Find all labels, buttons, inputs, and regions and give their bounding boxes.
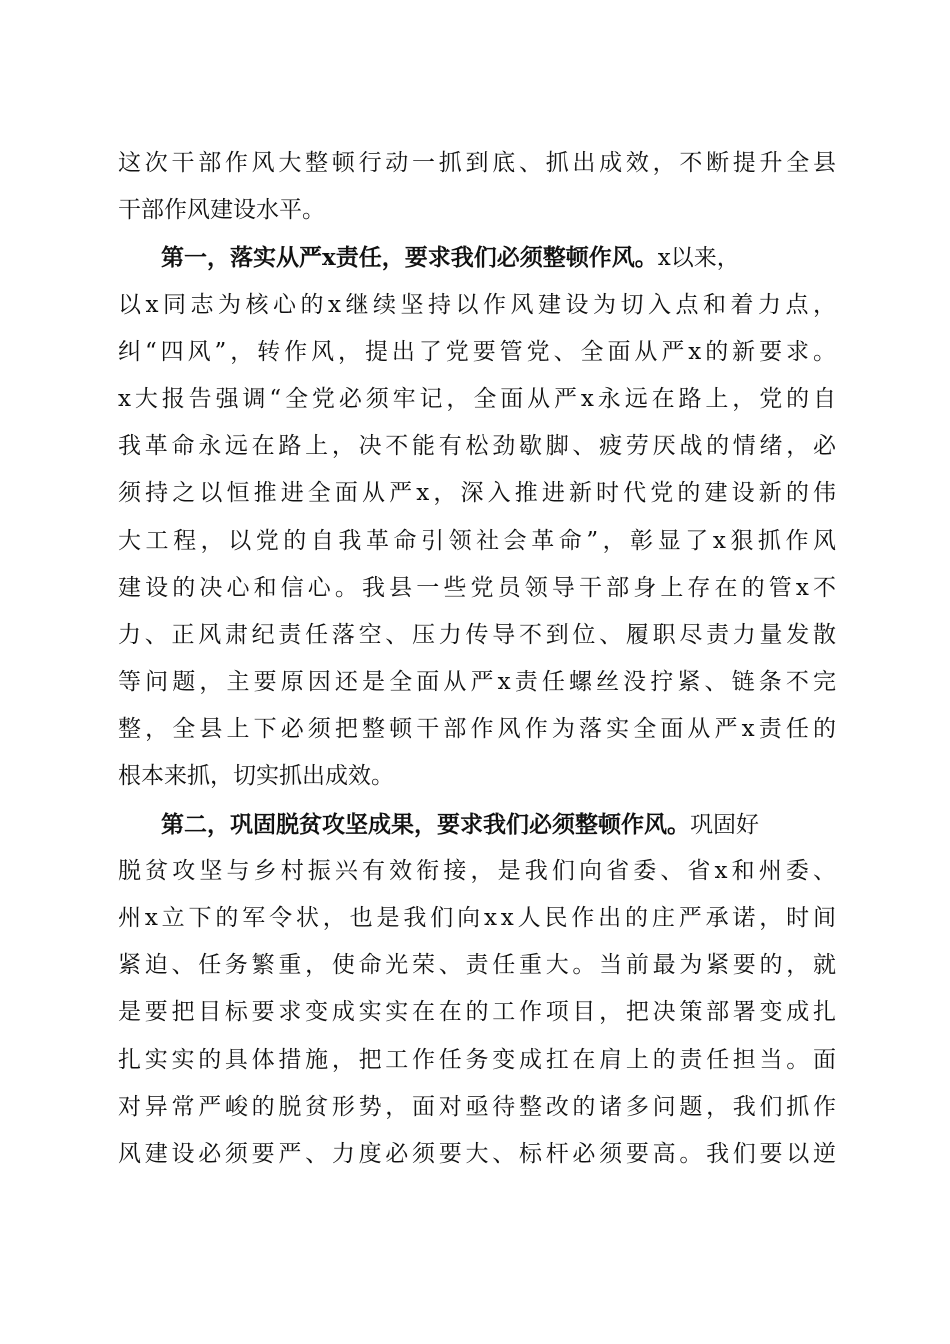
line-text: 是要把目标要求变成实实在在的工作项目，把决策部署变成扎	[118, 999, 840, 1026]
text-line	[118, 518, 841, 565]
line-text: 须持之以恒推进全面从严x，深入推进新时代党的建设新的伟	[118, 480, 841, 507]
text-line	[118, 942, 840, 989]
line-text: 州x立下的军令状，也是我们向xx人民作出的庄严承诺，时间	[118, 905, 840, 931]
paragraph-lead-line	[118, 801, 836, 848]
text-line	[118, 753, 836, 800]
text-line	[118, 376, 840, 423]
text-line	[118, 329, 840, 376]
line-text: 大工程，以党的自我革命引领社会革命”，彰显了x狠抓作风	[118, 527, 841, 554]
line-text: 脱贫攻坚与乡村振兴有效衔接，是我们向省委、省x和州委、	[118, 857, 841, 884]
line-text: 建设的决心和信心。我县一些党员领导干部身上存在的管x不	[118, 574, 841, 601]
text-line	[118, 659, 841, 706]
line-text: 这次干部作风大整顿行动一抓到底、抓出成效，不断提升全县	[118, 150, 840, 176]
document-body	[118, 140, 841, 1178]
line-text: 以x同志为核心的x继续坚持以作风建设为切入点和着力点，	[118, 291, 841, 318]
text-line	[118, 1037, 840, 1084]
text-line	[118, 848, 841, 895]
line-text: 扎实实的具体措施，把工作任务变成扛在肩上的责任担当。面	[118, 1046, 840, 1073]
text-line	[118, 706, 841, 753]
text-line	[118, 612, 840, 659]
paragraph-lead-line	[118, 234, 836, 281]
line-text: 风建设必须要严、力度必须要大、标杆必须要高。我们要以逆	[118, 1140, 840, 1167]
text-line	[118, 1131, 840, 1178]
line-text: 纠“四风”，转作风，提出了党要管党、全面从严x的新要求。	[118, 338, 840, 365]
text-line	[118, 140, 840, 187]
text-line	[118, 895, 840, 942]
line-text: x大报告强调“全党必须牢记，全面从严x永远在路上，党的自	[118, 385, 840, 412]
line-text: 力、正风肃纪责任落空、压力传导不到位、履职尽责力量发散	[118, 621, 840, 648]
line-text: 根本来抓，切实抓出成效。	[118, 763, 394, 790]
line-text: 我革命永远在路上，决不能有松劲歇脚、疲劳厌战的情绪，必	[118, 433, 840, 460]
text-line	[118, 423, 840, 470]
line-text: x以来，	[657, 245, 740, 272]
text-line	[118, 565, 841, 612]
text-line	[118, 187, 836, 234]
line-text: 整，全县上下必须把整顿干部作风作为落实全面从严x责任的	[118, 716, 841, 743]
text-line	[118, 470, 841, 517]
text-line	[118, 282, 841, 329]
line-text: 紧迫、任务繁重，使命光荣、责任重大。当前最为紧要的，就	[118, 952, 840, 979]
line-text: 巩固好	[690, 811, 759, 838]
line-text: 对异常严峻的脱贫形势，面对亟待整改的诸多问题，我们抓作	[118, 1093, 840, 1120]
text-line	[118, 1084, 840, 1131]
text-line	[118, 989, 840, 1036]
paragraph-heading: 第二，巩固脱贫攻坚成果，要求我们必须整顿作风。	[161, 810, 690, 838]
line-text: 干部作风建设水平。	[118, 197, 325, 224]
line-text: 等问题，主要原因还是全面从严x责任螺丝没拧紧、链条不完	[118, 669, 841, 696]
paragraph-heading: 第一，落实从严x责任，要求我们必须整顿作风。	[161, 244, 658, 272]
